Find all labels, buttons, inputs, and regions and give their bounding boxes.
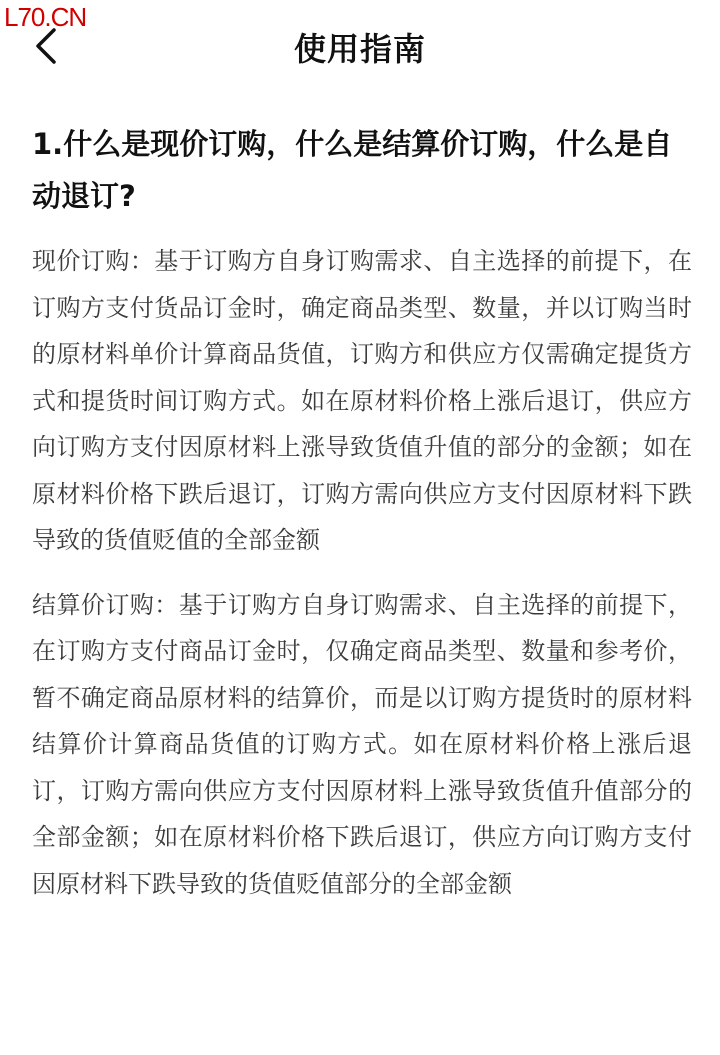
guide-content xyxy=(32,118,692,925)
navigation-bar xyxy=(0,0,720,100)
faq-answer-paragraph-settlement-price: 结算价订购：基于订购方自身订购需求、自主选择的前提下，在订购方支付商品订金时，仅确定商品类型、数量和参考价，暂不确定商品原材料的结算价，而是以订购方提货时的原材料结算价计算商品货值的订购方式。如在原材料价格上涨后退订，订购方需向供应方支付因原材料上涨导致货值升值部分的全部金额；如在原材料价格下跌后退订，供应方向订购方支付因原材料下跌导致的货值贬值部分的全部金额 xyxy=(32,590,692,898)
watermark: L70.CN xyxy=(4,2,87,32)
page-title: 使用指南 xyxy=(293,30,426,68)
faq-question: 1.什么是现价订购，什么是结算价订购，什么是自动退订? xyxy=(32,127,673,213)
faq-answer-paragraph-spot-price: 现价订购：基于订购方自身订购需求、自主选择的前提下，在订购方支付货品订金时，确定商品类型、数量，并以订购当时的原材料单价计算商品货值，订购方和供应方仅需确定提货方式和提货时间订购方式。如在原材料价格上涨后退订，供应方向订购方支付因原材料上涨导致货值升值的部分的金额；如在原材料价格下跌后退订，订购方需向供应方支付因原材料下跌导致的货值贬值的全部金额 xyxy=(32,247,692,554)
